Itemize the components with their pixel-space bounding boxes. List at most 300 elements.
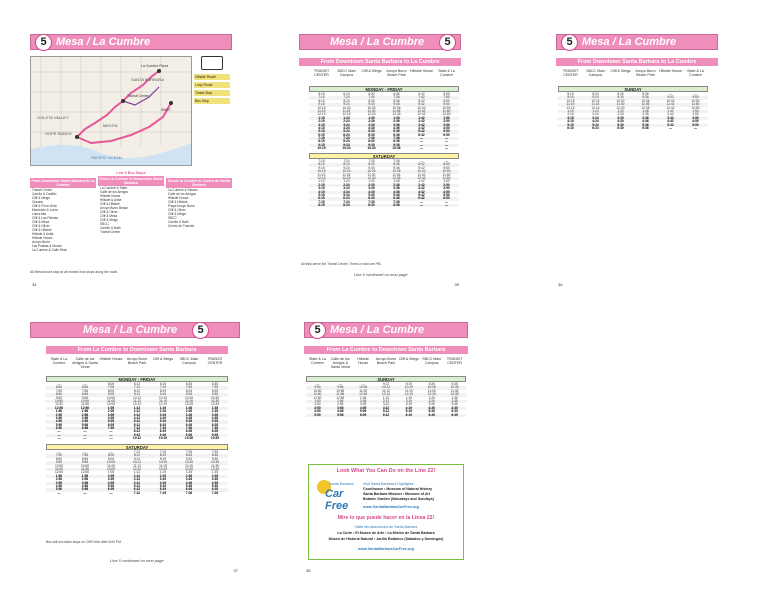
time-cell: 9:42	[418, 165, 425, 170]
time-cell: 4:19	[405, 405, 413, 410]
stop-list-item: Playa Arroyo Burro	[168, 204, 195, 208]
time-cell: 4:50	[314, 409, 321, 414]
time-cell: 10:56	[336, 388, 345, 393]
route-number-badge: 5	[561, 34, 578, 51]
page-38	[304, 322, 468, 577]
time-cell: 1:26	[185, 470, 193, 475]
stop-list-item: Cliff & Mesa	[32, 220, 50, 224]
time-cell: 10:56	[81, 398, 89, 403]
time-cell: 7:36	[393, 159, 400, 163]
time-cell: 12:50	[442, 175, 451, 180]
time-cell: 10:50	[55, 398, 63, 403]
stop-list-item: Transit Center	[100, 230, 121, 234]
time-cell: 9:35	[211, 392, 219, 397]
time-cell: —	[419, 142, 424, 147]
stop-list-spanish	[166, 178, 232, 228]
legend-item: Bus Stop	[194, 98, 230, 104]
time-cell: 4:56	[81, 419, 89, 424]
time-cell: 6:50	[55, 426, 63, 431]
time-cell: 1:12	[133, 470, 141, 475]
stop-list-item: Hillside House	[168, 196, 189, 200]
time-cell: 12:50	[54, 405, 64, 410]
time-cell: 9:19	[159, 456, 167, 461]
time-cell: 3:56	[81, 480, 89, 485]
time-cell: 7:30	[368, 136, 375, 141]
time-cell: 10:50	[55, 463, 63, 468]
time-cell: 8:24	[592, 92, 599, 96]
time-cell: 7:19	[159, 450, 167, 454]
time-cell: 11:30	[616, 102, 625, 107]
page-35	[299, 34, 461, 290]
time-cell: 11:24	[342, 172, 351, 177]
time-cell: 10:35	[211, 395, 219, 400]
time-row	[46, 492, 228, 495]
time-cell: 4:12	[382, 405, 390, 410]
stop-column-header: Cliff & Meigs	[152, 357, 174, 361]
time-cell: 6:36	[393, 196, 400, 201]
time-cell: 5:35	[211, 483, 219, 488]
time-cell: 2:42	[667, 112, 674, 117]
time-cell: 12:26	[427, 392, 436, 397]
logo-brand-top: Santa Barbara	[329, 482, 354, 486]
time-cell: 5:15	[567, 122, 574, 127]
time-cell: 6:26	[185, 422, 193, 427]
time-cell: 2:56	[81, 477, 89, 482]
time-cell: 2:30	[617, 112, 624, 117]
time-cell: 7:26	[185, 490, 193, 495]
time-cell: 9:56	[81, 460, 89, 465]
time-cell: 12:42	[417, 112, 426, 117]
time-cell: —	[109, 429, 113, 434]
time-cell: 7:35	[211, 490, 219, 495]
time-cell: —	[83, 436, 87, 441]
time-cell: 2:30	[368, 119, 375, 124]
time-cell: 1:50	[314, 398, 321, 403]
time-cell: 8:30	[368, 162, 375, 167]
time-cell: 10:12	[382, 385, 390, 390]
time-cell: 3:36	[393, 186, 400, 191]
time-cell: 6:50	[443, 92, 450, 96]
map-label-mesita: MESITA	[103, 123, 118, 128]
time-cell: 6:24	[343, 92, 350, 96]
time-cell: 6:05	[107, 382, 115, 386]
time-cell: —	[109, 450, 113, 454]
time-cell: 10:26	[185, 395, 193, 400]
continued-note: Line 5 continued on next page	[354, 272, 408, 277]
map-label-hope: HOPE RANCH	[45, 131, 72, 136]
map-graphic	[31, 57, 191, 165]
time-cell: 12:35	[211, 402, 219, 407]
page-note: All Mesa buses stop at all marked bus stops along the route.	[30, 270, 119, 274]
route-number-badge: 5	[309, 322, 326, 339]
stop-column-header: SBCC Main Campus	[422, 357, 442, 366]
time-cell: 12:30	[616, 105, 625, 110]
time-cell: 7:24	[343, 136, 350, 141]
time-cell: —	[109, 490, 113, 495]
time-cell: 1:30	[368, 179, 375, 184]
time-cell: 7:35	[211, 450, 219, 454]
time-cell: —	[57, 490, 61, 495]
saturday-band: SATURDAY	[46, 444, 228, 450]
time-cell: 2:15	[567, 112, 574, 117]
time-cell: 7:35	[211, 426, 219, 431]
time-cell: 5:50	[55, 422, 63, 427]
time-cell: 6:19	[159, 422, 167, 427]
time-cell: 2:26	[185, 409, 193, 414]
time-cell: 6:12	[133, 422, 141, 427]
time-cell: 2:26	[428, 398, 435, 403]
time-cell: 11:19	[404, 388, 413, 393]
time-cell: 5:35	[211, 419, 219, 424]
time-cell: 12:19	[159, 402, 167, 407]
time-cell: 11:19	[159, 463, 167, 468]
time-cell: 12:05	[107, 402, 115, 407]
time-cell: —	[109, 436, 113, 441]
time-cell: 12:24	[342, 175, 351, 180]
time-cell: 10:24	[342, 169, 351, 174]
time-cell: 7:19	[159, 426, 167, 431]
stop-column-header: TRANSIT CENTER	[446, 357, 463, 366]
time-cell: 8:19	[159, 429, 167, 434]
time-cell: 8:24	[343, 162, 350, 167]
time-cell: 6:35	[211, 487, 219, 492]
time-cell: 12:05	[359, 392, 368, 397]
route-header	[299, 34, 461, 50]
stop-list-item: Carrillo & Bath	[168, 220, 189, 224]
time-row	[309, 147, 459, 150]
time-cell: 10:12	[133, 460, 141, 465]
time-cell: 10:12	[132, 436, 142, 441]
time-cell: 1:35	[451, 395, 458, 400]
time-cell: 7:12	[133, 490, 141, 495]
time-cell: 2:50	[443, 182, 450, 187]
time-cell: 7:15	[318, 159, 325, 163]
time-cell: 6:42	[418, 196, 425, 201]
time-cell: 10:15	[317, 169, 326, 174]
time-cell: 6:15	[318, 196, 325, 201]
time-cell: 11:35	[211, 398, 219, 403]
page-note: Bus will not make stops on Cliff Drive after 8:00 PM.	[46, 540, 122, 544]
time-cell: 12:05	[107, 466, 115, 471]
time-cell: 5:30	[368, 129, 375, 134]
time-cell: 1:56	[337, 398, 344, 403]
highlights-title: Visit Santa Barbara's Highlights:	[363, 482, 415, 486]
time-cell: 5:30	[617, 122, 624, 127]
time-cell: 11:30	[367, 108, 376, 113]
legend-item: Loop Route	[194, 82, 230, 88]
time-cell: 3:19	[159, 412, 167, 417]
stop-column-header: SBCC Main Campus	[179, 357, 199, 366]
time-cell: 3:05	[107, 477, 115, 482]
time-cell: 2:15	[318, 119, 325, 124]
time-cell: 5:50	[314, 412, 321, 417]
stop-list-item: Arroyo Burro Beach	[100, 206, 128, 210]
time-cell: 6:50	[443, 196, 450, 201]
time-cell: 7:19	[159, 385, 167, 390]
time-cell: 4:24	[343, 125, 350, 130]
time-cell: 3:30	[368, 122, 375, 127]
time-cell: 1:50	[55, 409, 63, 414]
time-cell: 4:36	[393, 125, 400, 130]
time-cell: 1:50	[443, 179, 450, 184]
route-number-badge: 5	[439, 34, 456, 51]
time-cell: 7:15	[318, 199, 325, 204]
time-cell: 8:42	[418, 162, 425, 167]
time-cell: 6:15	[318, 92, 325, 96]
time-cell: 6:19	[405, 412, 413, 417]
time-cell: 10:15	[317, 146, 326, 151]
time-cell: 2:05	[107, 473, 115, 478]
time-cell: 10:24	[342, 105, 351, 110]
stop-list-item: Cliff & Flora Vista	[32, 204, 57, 208]
time-cell: 6:30	[368, 92, 375, 96]
stop-header-row	[306, 357, 466, 373]
time-cell: 12:56	[80, 405, 90, 410]
time-cell: 9:26	[185, 432, 193, 437]
time-cell: 2:42	[418, 119, 425, 124]
stop-header-row	[309, 69, 459, 83]
time-cell: 3:42	[667, 115, 674, 120]
time-cell: 9:35	[211, 432, 219, 437]
stop-list-heading: Line 5 Bus Stops	[98, 170, 164, 176]
time-cell: 9:30	[368, 102, 375, 107]
time-cell: 8:12	[133, 388, 141, 393]
time-cell: 10:56	[81, 463, 89, 468]
stop-column-header: TRANSIT CENTER	[562, 69, 579, 78]
time-cell: 7:42	[418, 95, 425, 100]
time-cell: 9:30	[368, 142, 375, 147]
page-note: All trips serve the Transit Center. Times in bold are PM.	[301, 262, 382, 266]
stop-list-item: Cliff & Hillside	[100, 202, 120, 206]
es-line: La Corte • El Museo de Arte • La Misión de Santa Barbara	[337, 531, 435, 535]
time-cell: 8:19	[159, 388, 167, 393]
stop-list-item: Hillside House	[32, 236, 53, 240]
time-cell: 1:26	[428, 395, 435, 400]
ad-url[interactable]: www.SantaBarbaraCarFree.org	[363, 505, 419, 509]
time-cell: 4:19	[159, 480, 167, 485]
time-cell: 6:36	[393, 132, 400, 137]
time-cell: 8:36	[393, 98, 400, 103]
time-cell: 6:12	[133, 382, 141, 386]
time-cell: 8:42	[418, 98, 425, 103]
time-cell: 1:15	[567, 108, 574, 113]
time-cell: 12:26	[185, 402, 193, 407]
time-cell: 3:15	[318, 186, 325, 191]
time-cell: 3:50	[443, 122, 450, 127]
time-cell: —	[83, 432, 87, 437]
time-cell: 12:19	[404, 392, 413, 397]
time-cell: 11:36	[641, 102, 650, 107]
time-cell: 8:24	[343, 139, 350, 144]
time-cell: 6:24	[343, 132, 350, 137]
time-cell: 12:12	[382, 392, 390, 397]
time-cell: 6:36	[393, 92, 400, 96]
weekday-band: MONDAY - FRIDAY	[309, 86, 459, 92]
time-cell: 3:56	[337, 405, 344, 410]
time-cell: 2:36	[642, 112, 649, 117]
time-cell: 12:30	[367, 175, 376, 180]
time-cell: 2:50	[55, 412, 63, 417]
time-cell: 4:56	[337, 409, 344, 414]
time-cell: 8:12	[133, 453, 141, 458]
time-cell: —	[109, 432, 113, 437]
time-cell: 10:50	[442, 105, 451, 110]
time-cell: 6:56	[81, 385, 89, 390]
time-cell: 12:50	[55, 470, 63, 475]
time-cell: —	[693, 92, 698, 96]
time-cell: 1:50	[55, 473, 63, 478]
time-cell: 3:12	[133, 477, 141, 482]
time-cell: 5:05	[359, 409, 367, 414]
time-cell: 2:05	[360, 398, 367, 403]
time-cell: —	[419, 199, 424, 204]
stop-list-item: Las Positas & Modoc	[32, 244, 62, 248]
time-cell: 4:30	[368, 189, 375, 194]
time-cell: 8:15	[318, 203, 325, 208]
stop-column-header: Arroyo Burro Beach Park	[386, 69, 407, 78]
stop-column-header: State & La Cumbre	[438, 69, 455, 78]
page-34	[30, 34, 232, 290]
route-header	[556, 34, 718, 50]
time-cell: 3:42	[418, 122, 425, 127]
time-cell: 4:42	[418, 189, 425, 194]
time-cell: 2:50	[55, 477, 63, 482]
time-cell: 4:30	[368, 125, 375, 130]
time-cell: 2:35	[211, 409, 219, 414]
time-cell: 12:36	[392, 175, 401, 180]
time-cell: 12:26	[185, 466, 193, 471]
time-cell: 3:26	[185, 477, 193, 482]
time-cell: 12:12	[133, 402, 141, 407]
time-cell: 4:35	[211, 480, 219, 485]
time-cell: 11:50	[442, 172, 451, 177]
time-cell: 6:15	[567, 125, 574, 130]
time-cell: 9:12	[133, 432, 141, 437]
time-cell: 10:36	[392, 169, 401, 174]
time-cell: 8:15	[318, 162, 325, 167]
continued-note: Line 5 continued on next page	[110, 558, 164, 563]
stop-column-header: Arroyo Burro Beach Park	[126, 357, 148, 366]
time-cell: 10:19	[158, 436, 168, 441]
time-cell: 12:30	[367, 112, 376, 117]
time-cell: 7:12	[133, 385, 141, 390]
stop-list-item: Calle de los Amigos	[100, 190, 128, 194]
stop-list-title: From La Cumbre to Downtown Santa Barbara	[99, 177, 163, 185]
stop-list-item: Carrillo & Bath	[100, 226, 121, 230]
time-cell: 2:56	[81, 412, 89, 417]
time-cell: 10:50	[442, 169, 451, 174]
stop-list-item: Calle de los Amigos	[168, 192, 196, 196]
time-cell: 7:56	[81, 388, 89, 393]
time-cell: 8:12	[133, 429, 141, 434]
time-cell: 3:42	[418, 186, 425, 191]
time-cell: 9:50	[55, 460, 63, 465]
time-cell: 10:36	[392, 105, 401, 110]
time-cell: 8:50	[443, 162, 450, 167]
time-cell: 4:24	[592, 119, 599, 124]
highlight-line: Courthouse • Museum of Natural History	[363, 487, 433, 491]
time-cell: 10:50	[691, 98, 700, 103]
time-cell: 5:50	[443, 129, 450, 134]
weekday-band: MONDAY - FRIDAY	[46, 376, 228, 382]
stop-column-header: Hillside House	[410, 69, 433, 73]
time-cell: 1:15	[318, 179, 325, 184]
time-cell: 4:35	[451, 405, 458, 410]
time-cell: 6:30	[617, 125, 624, 130]
page-number: 36	[558, 282, 563, 287]
time-cell: —	[419, 203, 424, 208]
page-36	[556, 34, 718, 290]
sunday-band: SUNDAY	[558, 86, 708, 92]
time-cell: 5:50	[55, 487, 63, 492]
time-cell: 8:35	[211, 453, 219, 458]
map-label-plaza: La Cumbre Plaza	[141, 64, 169, 68]
time-cell: 10:19	[159, 460, 167, 465]
map-label-sb: SANTA BARBARA	[131, 77, 165, 82]
time-cell: 10:24	[591, 98, 600, 103]
time-cell: 11:26	[185, 398, 193, 403]
stop-list-item: Cliff & Meigs	[100, 218, 118, 222]
time-cell: 8:15	[318, 139, 325, 144]
route-map	[30, 56, 192, 166]
time-cell: 9:42	[418, 102, 425, 107]
time-cell: 11:50	[313, 392, 322, 397]
ad-url-2[interactable]: www.SantaBarbaraCarFree.org	[358, 547, 414, 551]
route-title: Mesa / La Cumbre	[330, 324, 425, 336]
time-cell: 12:35	[450, 392, 459, 397]
time-cell: 7:30	[368, 159, 375, 163]
time-cell: 1:36	[393, 115, 400, 120]
time-cell: 7:50	[55, 453, 63, 458]
time-cell: 7:24	[343, 199, 350, 204]
es-title: Visite las atracciones de Santa Barbara	[354, 525, 418, 529]
time-cell: 12:24	[591, 105, 600, 110]
time-cell: 9:19	[159, 432, 167, 437]
time-cell: 10:05	[107, 395, 115, 400]
time-cell: 9:24	[343, 142, 350, 147]
time-cell: 9:12	[133, 392, 141, 397]
time-cell: 7:12	[133, 450, 141, 454]
time-cell: 5:30	[368, 192, 375, 197]
sunday-band: SUNDAY	[306, 376, 466, 382]
stop-column-header: Arroyo Burro Beach Park	[635, 69, 656, 78]
time-cell: 5:56	[337, 412, 344, 417]
stop-list-title: From Downtown Santa Barbara to La Cumbre	[31, 179, 95, 187]
time-cell: 6:35	[211, 422, 219, 427]
time-cell: 5:56	[81, 487, 89, 492]
time-cell: 12:36	[392, 112, 401, 117]
time-cell: —	[57, 450, 61, 454]
time-cell: 8:05	[107, 388, 115, 393]
time-cell: 10:30	[367, 105, 376, 110]
stop-list-item: Cliff & Mesa	[100, 214, 118, 218]
time-cell: 4:50	[443, 125, 450, 130]
time-cell: 12:42	[417, 175, 426, 180]
time-cell: 9:36	[393, 102, 400, 107]
time-cell: 1:19	[405, 395, 412, 400]
stop-list-item: Oceano	[32, 200, 44, 204]
time-cell: 3:50	[55, 480, 63, 485]
time-cell: 5:36	[393, 192, 400, 197]
time-cell: 5:42	[418, 192, 425, 197]
time-cell: 11:36	[392, 108, 401, 113]
time-cell: 7:50	[55, 388, 63, 393]
stop-list-item: Carrillo & Castillo	[32, 192, 57, 196]
time-cell: 7:05	[107, 426, 115, 431]
time-cell: 2:05	[107, 409, 115, 414]
time-cell: 10:50	[313, 388, 322, 393]
time-cell: 4:42	[418, 125, 425, 130]
